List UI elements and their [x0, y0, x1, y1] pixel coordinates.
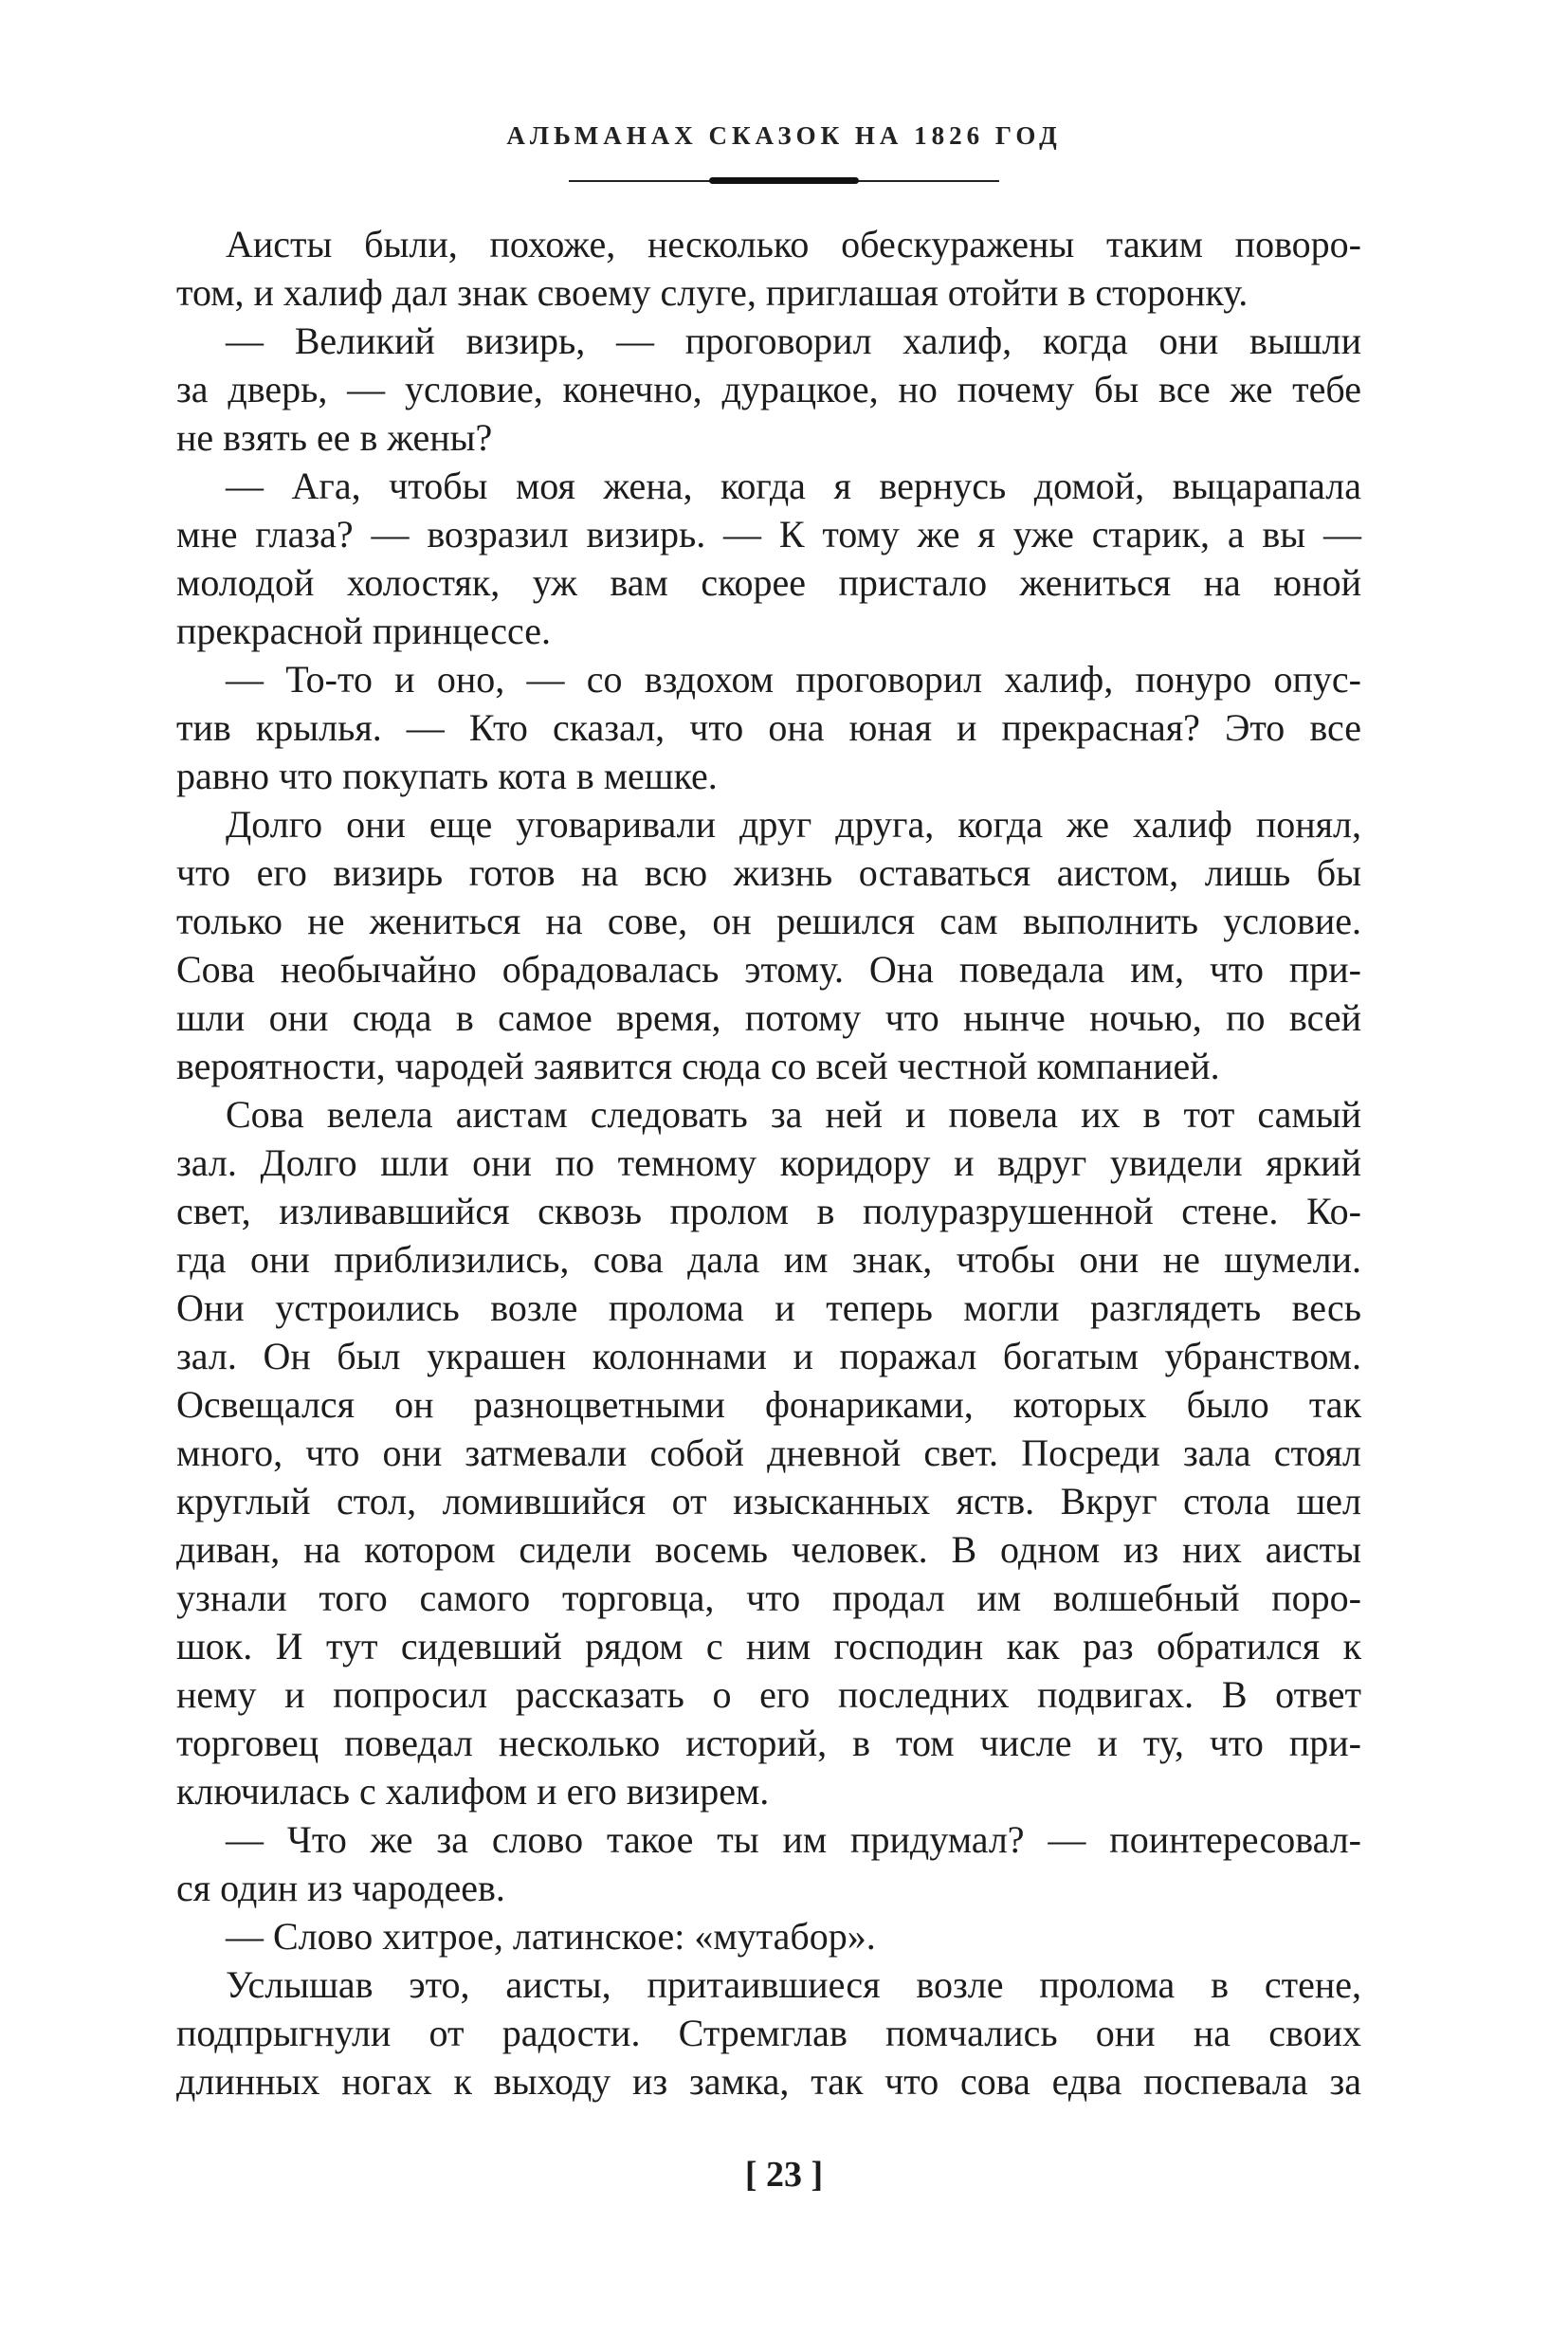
text-line: — Ага, чтобы моя жена, когда я вернусь домой, выцарапала: [226, 465, 1361, 507]
text-line: не взять ее в жены?: [176, 416, 493, 459]
text-line: вероятности, чародей заявится сюда со всей честной компанией.: [176, 1045, 1220, 1087]
text-line: — Великий визирь, — проговорил халиф, когда они вышли: [226, 319, 1361, 362]
text-line: равно что покупать кота в мешке.: [176, 755, 718, 797]
text-line: гда они приблизились, сова дала им знак, чтобы они не шумели.: [176, 1238, 1361, 1281]
running-head: АЛЬМАНАХ СКАЗОК НА 1826 ГОД: [506, 121, 1062, 150]
body-text: [176, 220, 1361, 2105]
text-line: прекрасной принцессе.: [176, 610, 552, 652]
page-number: [ 23 ]: [744, 2155, 824, 2195]
header-rule-thick: [709, 177, 859, 184]
text-line: — Что же за слово такое ты им придумал? — поинтересовал-: [226, 1818, 1361, 1861]
text-line: торговец поведал несколько историй, в том числе и ту, что при-: [176, 1722, 1361, 1764]
text-line: подпрыгнули от радости. Стремглав помчались они на своих: [176, 2012, 1361, 2054]
text-line: нему и попросил рассказать о его последних подвигах. В ответ: [176, 1673, 1361, 1716]
text-line: Аисты были, похоже, несколько обескуражены таким поворо-: [226, 223, 1361, 265]
text-line: том, и халиф дал знак своему слуге, приглашая отойти в сторонку.: [176, 271, 1249, 314]
text-line: узнали того самого торговца, что продал им волшебный поро-: [176, 1576, 1361, 1619]
text-line: Сова велела аистам следовать за ней и повела их в тот самый: [226, 1093, 1361, 1136]
text-line: ключилась с халифом и его визирем.: [176, 1770, 770, 1813]
text-line: Они устроились возле пролома и теперь могли разглядеть весь: [176, 1286, 1361, 1329]
text-line: свет, изливавшийся сквозь пролом в полуразрушенной стене. Ко-: [176, 1190, 1361, 1232]
text-line: Долго они еще уговаривали друг друга, когда же халиф понял,: [226, 803, 1361, 846]
text-line: диван, на котором сидели восемь человек. В одном из них аисты: [176, 1528, 1361, 1571]
text-line: Освещался он разноцветными фонариками, которых было так: [176, 1383, 1361, 1426]
text-line: шок. И тут сидевший рядом с ним господин как раз обратился к: [176, 1625, 1361, 1668]
text-line: Сова необычайно обрадовалась этому. Она поведала им, что при-: [176, 948, 1361, 991]
text-line: молодой холостяк, уж вам скорее пристало жениться на юной: [176, 561, 1361, 604]
text-line: шли они сюда в самое время, потому что нынче ночью, по всей: [176, 996, 1361, 1039]
text-line: Услышав это, аисты, притаившиеся возле пролома в стене,: [226, 1963, 1361, 2006]
text-line: длинных ногах к выходу из замка, так что сова едва поспевала за: [176, 2060, 1361, 2103]
text-line: тив крылья. — Кто сказал, что она юная и прекрасная? Это все: [176, 706, 1361, 749]
text-line: мне глаза? — возразил визирь. — К тому же я уже старик, а вы —: [176, 513, 1361, 556]
text-line: за дверь, — условие, конечно, дурацкое, но почему бы все же тебе: [176, 368, 1361, 410]
text-line: много, что они затмевали собой дневной свет. Посреди зала стоял: [176, 1431, 1361, 1474]
text-line: что его визирь готов на всю жизнь оставаться аистом, лишь бы: [176, 851, 1361, 894]
text-line: зал. Долго шли они по темному коридору и вдруг увидели яркий: [176, 1141, 1361, 1184]
text-line: ся один из чародеев.: [176, 1867, 505, 1909]
text-line: круглый стол, ломившийся от изысканных яств. Вкруг стола шел: [176, 1480, 1361, 1522]
text-line: — Слово хитрое, латинское: «мутабор».: [226, 1915, 876, 1958]
text-line: — То-то и оно, — со вздохом проговорил халиф, понуро опус-: [226, 658, 1361, 701]
text-line: зал. Он был украшен колоннами и поражал богатым убранством.: [176, 1335, 1361, 1377]
text-line: только не жениться на сове, он решился сам выполнить условие.: [176, 900, 1361, 942]
header-rule: [569, 177, 999, 185]
